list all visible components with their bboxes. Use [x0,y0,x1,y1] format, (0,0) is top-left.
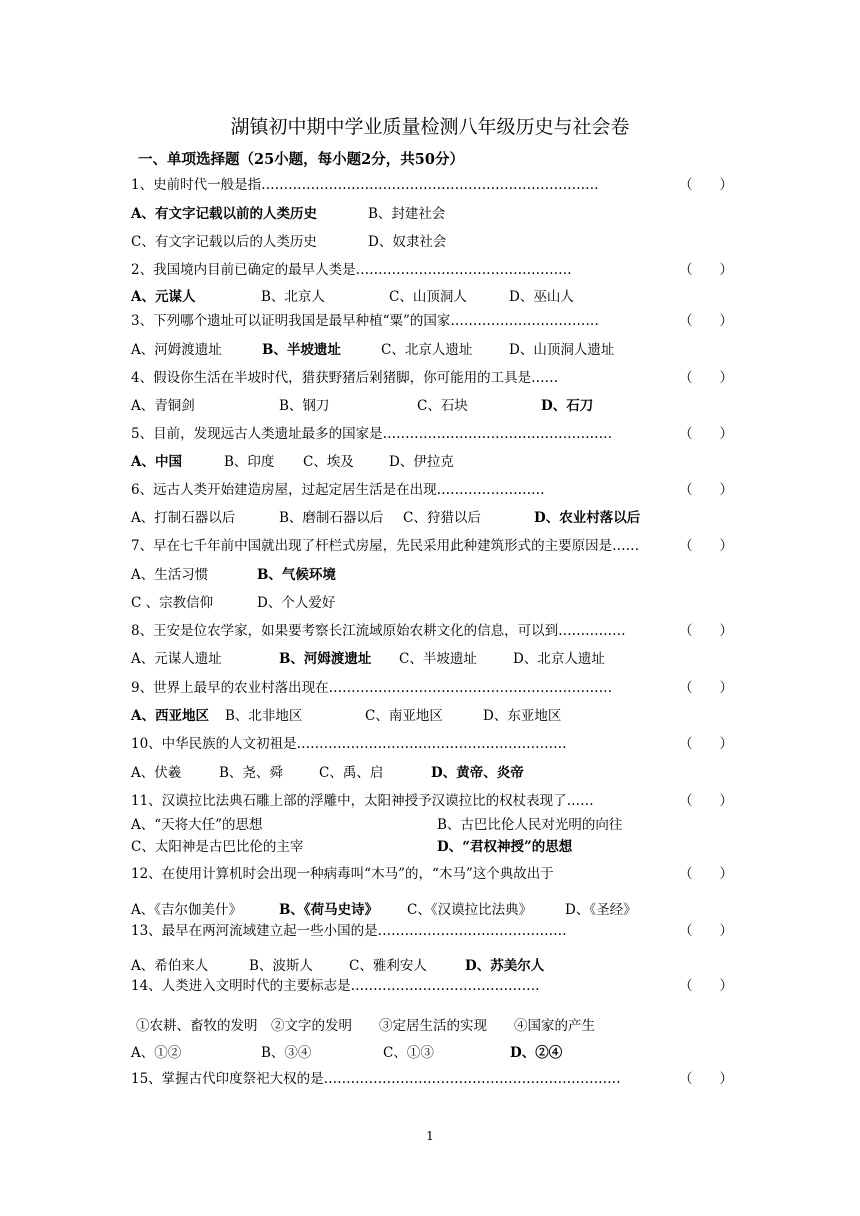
question-line [131,310,731,332]
question-text: 5、目前，发现远古人类遗址最多的国家是…………………………………………… [131,426,613,442]
option: C、北京人遗址 [381,342,473,358]
option-line [131,564,731,586]
question-line [131,1068,731,1090]
question-line [131,677,731,699]
option: A、河姆渡遗址 [131,342,222,358]
option-correct: B、《荷马史诗》 [279,902,379,918]
answer-blank: （ ） [679,370,733,386]
option-correct: A、元谋人 [131,289,196,305]
option-correct: A、有文字记载以前的人类历史 [131,206,317,222]
answer-blank: （ ） [679,1071,733,1087]
option: A、青铜剑 [131,398,195,414]
answer-blank: （ ） [679,680,733,696]
option: A、伏羲 [131,765,182,781]
option: C、太阳神是古巴比伦的主宰 [131,839,304,855]
option: A、生活习惯 [131,567,209,583]
option-line [131,1042,731,1064]
answer-blank: （ ） [679,262,733,278]
option-correct: D、农业村落以后 [534,510,641,526]
question-text: 3、下列哪个遗址可以证明我国是最早种植“粟”的国家…………………………… [131,313,599,329]
question-line [131,367,731,389]
option-correct: D、黄帝、炎帝 [431,765,524,781]
option-line [131,231,731,253]
option-line [131,451,731,473]
option: D、《圣经》 [565,902,637,918]
option: A、打制石器以后 [131,510,236,526]
option-correct: A、西亚地区 [131,708,209,724]
question-line [131,479,731,501]
question-line [131,174,731,196]
option: B、磨制石器以后 [279,510,384,526]
option: B、钢刀 [279,398,330,414]
page-title: 湖镇初中期中学业质量检测八年级历史与社会卷 [230,116,630,138]
option: C 、宗教信仰 [131,595,214,611]
option: B、波斯人 [249,958,313,974]
option: D、山顶洞人遗址 [509,342,615,358]
question-line [131,920,731,942]
question-text: 7、早在七千年前中国就出现了杆栏式房屋，先民采用此种建筑形式的主要原因是…… [131,538,640,554]
option-line [131,648,731,670]
option: D、北京人遗址 [513,651,605,667]
option: C、南亚地区 [365,708,443,724]
option: A、《吉尔伽美什》 [131,902,242,918]
answer-blank: （ ） [679,866,733,882]
option-line [131,286,731,308]
option: C、禹、启 [319,765,384,781]
option: C、山顶洞人 [389,289,467,305]
option: A、希伯来人 [131,958,209,974]
option: C、雅利安人 [349,958,427,974]
question-text: 11、汉谟拉比法典石雕上部的浮雕中，太阳神授予汉谟拉比的权杖表现了…… [131,793,594,809]
question-text: 9、世界上最早的农业村落出现在……………………………………………………… [131,680,613,696]
option-line [131,899,731,921]
option-correct: D、“君权神授”的思想 [437,839,573,855]
option-correct: D、石刀 [541,398,594,414]
question-text: 1、史前时代一般是指………………………………………………………………… [131,177,599,193]
question-text: 10、中华民族的人文初祖是…………………………………………………… [131,736,567,752]
option: B、印度 [224,454,275,470]
option-line [131,507,731,529]
option: B、北非地区 [225,708,303,724]
option-correct: D、苏美尔人 [465,958,545,974]
answer-blank: （ ） [679,538,733,554]
option: B、封建社会 [368,206,446,222]
question-text: 8、王安是位农学家，如果要考察长江流域原始农耕文化的信息，可以到…………… [131,623,626,639]
option: D、个人爱好 [257,595,336,611]
option: A、元谋人遗址 [131,651,222,667]
option: C、石块 [417,398,468,414]
option: B、北京人 [261,289,325,305]
option-line [131,592,731,614]
answer-blank: （ ） [679,313,733,329]
option: B、古巴比伦人民对光明的向往 [437,817,623,833]
question-line [131,620,731,642]
question-line [131,259,731,281]
option-line [131,836,731,858]
question-text: 13、最早在两河流域建立起一些小国的是…………………………………… [131,923,567,939]
option-correct: D、②④ [510,1045,563,1061]
option-correct: B、半坡遗址 [262,342,341,358]
option-line [131,955,731,977]
option: D、巫山人 [509,289,574,305]
answer-blank: （ ） [679,736,733,752]
question-text: 14、人类进入文明时代的主要标志是…………………………………… [131,978,540,994]
option-correct: B、河姆渡遗址 [279,651,372,667]
option-correct: B、气候环境 [257,567,336,583]
question-text: 6、远古人类开始建造房屋，过起定居生活是在出现…………………… [131,482,545,498]
page-number: 1 [426,1129,434,1143]
option: C、埃及 [303,454,354,470]
section-heading: 一、单项选择题（25小题，每小题2分，共50分） [138,151,464,168]
answer-blank: （ ） [679,793,733,809]
option: B、③④ [261,1045,312,1061]
question-line [131,790,731,812]
question-text: 4、假设你生活在半坡时代，猎获野猪后剁猪脚，你可能用的工具是…… [131,370,559,386]
question-line [131,423,731,445]
option: D、伊拉克 [389,454,454,470]
option: C、狩猎以后 [403,510,481,526]
option: B、尧、舜 [219,765,283,781]
answer-blank: （ ） [679,978,733,994]
answer-blank: （ ） [679,623,733,639]
answer-blank: （ ） [679,482,733,498]
question-line [131,733,731,755]
question-statements: ①农耕、畜牧的发明 ②文字的发明 ③定居生活的实现 ④国家的产生 [136,1018,595,1034]
option-line [131,705,731,727]
question-line [131,535,731,557]
option: C、①③ [383,1045,434,1061]
option-line [131,395,731,417]
question-text: 15、掌握古代印度祭祀大权的是………………………………………………………… [131,1071,621,1087]
option-line [131,339,731,361]
option-line [131,814,731,836]
option-line [131,762,731,784]
option: C、半坡遗址 [399,651,477,667]
option: D、奴隶社会 [368,234,447,250]
option: C、有文字记载以后的人类历史 [131,234,317,250]
option: D、东亚地区 [483,708,562,724]
question-text: 2、我国境内目前已确定的最早人类是………………………………………… [131,262,572,278]
answer-blank: （ ） [679,426,733,442]
question-text: 12、在使用计算机时会出现一种病毒叫“木马”的，“木马”这个典故出于 [131,866,554,882]
option-line [131,203,731,225]
option: A、“天将大任”的思想 [131,817,263,833]
option-correct: A、中国 [131,454,182,470]
question-line [131,975,731,997]
question-line [131,863,731,885]
answer-blank: （ ） [679,923,733,939]
option: C、《汉谟拉比法典》 [407,902,533,918]
answer-blank: （ ） [679,177,733,193]
option: A、①② [131,1045,182,1061]
